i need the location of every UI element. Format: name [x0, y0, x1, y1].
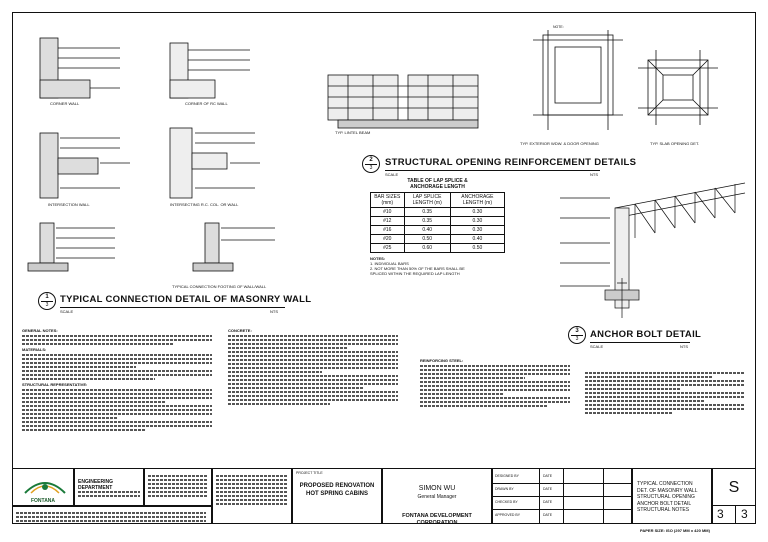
col-lap-length: LAP SPLICE LENGTH (m) — [404, 193, 450, 208]
date-label: DATE — [543, 500, 553, 504]
notes-heading-general: GENERAL NOTES: — [22, 328, 58, 333]
anchor-bolt-drawing — [555, 178, 750, 323]
date-label: DATE — [543, 487, 553, 491]
general-notes-column-1 — [22, 328, 212, 433]
notes-heading-concrete: CONCRETE: — [228, 328, 252, 333]
title-underline — [385, 170, 600, 171]
col-bar-sizes: BAR SIZES (mm) — [371, 193, 405, 208]
table-row: #25 0.60 0.50 — [371, 244, 505, 253]
notes-heading-reinforcing: REINFORCING STEEL: — [420, 358, 464, 363]
revision-cell — [212, 468, 292, 524]
company-name: ENGINEERING DEPARTMENT — [78, 479, 114, 491]
scale-value: NTS — [270, 309, 278, 314]
section-title-anchor: ANCHOR BOLT DETAIL — [590, 329, 702, 340]
disclaimer-cell — [12, 506, 212, 524]
table-row: #16 0.40 0.30 — [371, 226, 505, 235]
lap-notes-title: NOTES: — [370, 256, 386, 261]
label-typ-door: TYP. EXTERIOR WDW. & DOOR OPENING — [520, 141, 599, 146]
project-title-line1: PROPOSED RENOVATION — [299, 483, 375, 489]
detail-badge-3: 3 3 — [568, 326, 586, 344]
lap-note-2: 2. NOT MORE THAN 50% OF THE BARS SHALL BE — [370, 266, 465, 271]
sheet-content-3: STRUCTURAL OPENING — [637, 494, 695, 500]
sheet-number-cell — [712, 468, 756, 524]
opening-details-drawing — [318, 20, 748, 150]
lap-table-title-2: ANCHORAGE LENGTH — [410, 184, 465, 190]
date-label: DATE — [543, 474, 553, 478]
lap-note-1: 1. INDIVIDUAL BARS — [370, 261, 409, 266]
general-notes-column-4 — [585, 370, 745, 416]
sheet-contents-cell — [632, 468, 712, 524]
masonry-details-drawing — [20, 18, 290, 283]
svg-text:NOTE:: NOTE: — [553, 25, 564, 29]
detail-badge-2: 2 3 — [362, 155, 380, 173]
row-approved-by: APPROVED BY — [495, 513, 521, 517]
sheet-content-2: DET. OF MASONRY WALL — [637, 487, 698, 494]
section-title-masonry: TYPICAL CONNECTION DETAIL OF MASONRY WALL — [60, 294, 312, 305]
sheet-number: 3 — [717, 507, 724, 521]
fontana-logo-icon — [15, 471, 74, 501]
signatories-cell — [492, 468, 632, 524]
section-title-opening: STRUCTURAL OPENING REINFORCEMENT DETAILS — [385, 157, 637, 168]
sheet-letter: S — [728, 479, 740, 496]
lap-table-title-1: TABLE OF LAP SPLICE & — [407, 178, 468, 184]
label-typ-footing: TYPICAL CONNECTION FOOTING OF WALL/WALL — [172, 284, 267, 289]
table-row: #20 0.50 0.40 — [371, 235, 505, 244]
detail-badge-1: 1 3 — [38, 292, 56, 310]
lap-note-3: SPLICED WITHIN THE REQUIRED LAP LENGTH — [370, 271, 460, 276]
row-checked-by: CHECKED BY — [495, 500, 518, 504]
lap-splice-table-box — [370, 178, 505, 276]
approver-name: SIMON WU — [418, 485, 456, 492]
title-underline — [60, 307, 285, 308]
row-designed-by: DESIGNED BY — [495, 474, 519, 478]
company-cell — [74, 468, 144, 506]
label-intersection-wall: INTERSECTION WALL — [48, 202, 90, 207]
sheet-total: 3 — [741, 507, 748, 521]
label-corner-wall: CORNER WALL — [50, 101, 80, 106]
company-notes-cell — [144, 468, 212, 506]
label-corner-rc-wall: CORNER OF RC WALL — [185, 101, 228, 106]
label-typ-lintel: TYP. LINTEL BEAM — [335, 130, 371, 135]
general-notes-column-2 — [228, 328, 398, 407]
project-label: PROJECT TITLE — [296, 471, 323, 475]
sheet-content-5: STRUCTURAL NOTES — [637, 507, 690, 513]
lap-splice-table — [370, 192, 505, 253]
owner-name: FONTANA DEVELOPMENT CORPORATION — [402, 513, 472, 524]
project-cell — [292, 468, 382, 524]
general-notes-column-3 — [420, 358, 570, 409]
scale-value: NTS — [590, 172, 598, 177]
approver-role: General Manager — [417, 494, 457, 500]
table-row: #10 0.35 0.30 — [371, 208, 505, 217]
scale-label: SCALE — [590, 344, 604, 349]
label-typ-slab: TYP. SLAB OPENING DET. — [650, 141, 700, 146]
sheet-content-4: ANCHOR BOLT DETAIL — [637, 500, 692, 507]
col-anchorage: ANCHORAGE LENGTH (m) — [450, 193, 504, 208]
date-label: DATE — [543, 513, 553, 517]
notes-heading-materials: MATERIALS: — [22, 347, 47, 352]
scale-value: NTS — [680, 344, 688, 349]
table-row: #12 0.35 0.30 — [371, 217, 505, 226]
paper-size-note: PAPER SIZE: ISO (297 MM x 420 MM) — [640, 528, 710, 533]
sheet-content-1: TYPICAL CONNECTION — [637, 481, 693, 487]
label-intersecting-rc: INTERSECTING R.C. COL. OR WALL — [170, 202, 239, 207]
approval-cell — [382, 468, 492, 524]
logo-cell — [12, 468, 74, 506]
project-title-line2: HOT SPRING CABINS — [305, 491, 368, 497]
row-drawn-by: DRAWN BY — [495, 487, 514, 491]
scale-label: SCALE — [385, 172, 399, 177]
notes-heading-structural: STRUCTURAL REPRESENTATIVE: — [22, 382, 88, 387]
title-underline — [590, 342, 690, 343]
logo-text: FONTANA — [30, 498, 56, 504]
scale-label: SCALE — [60, 309, 74, 314]
